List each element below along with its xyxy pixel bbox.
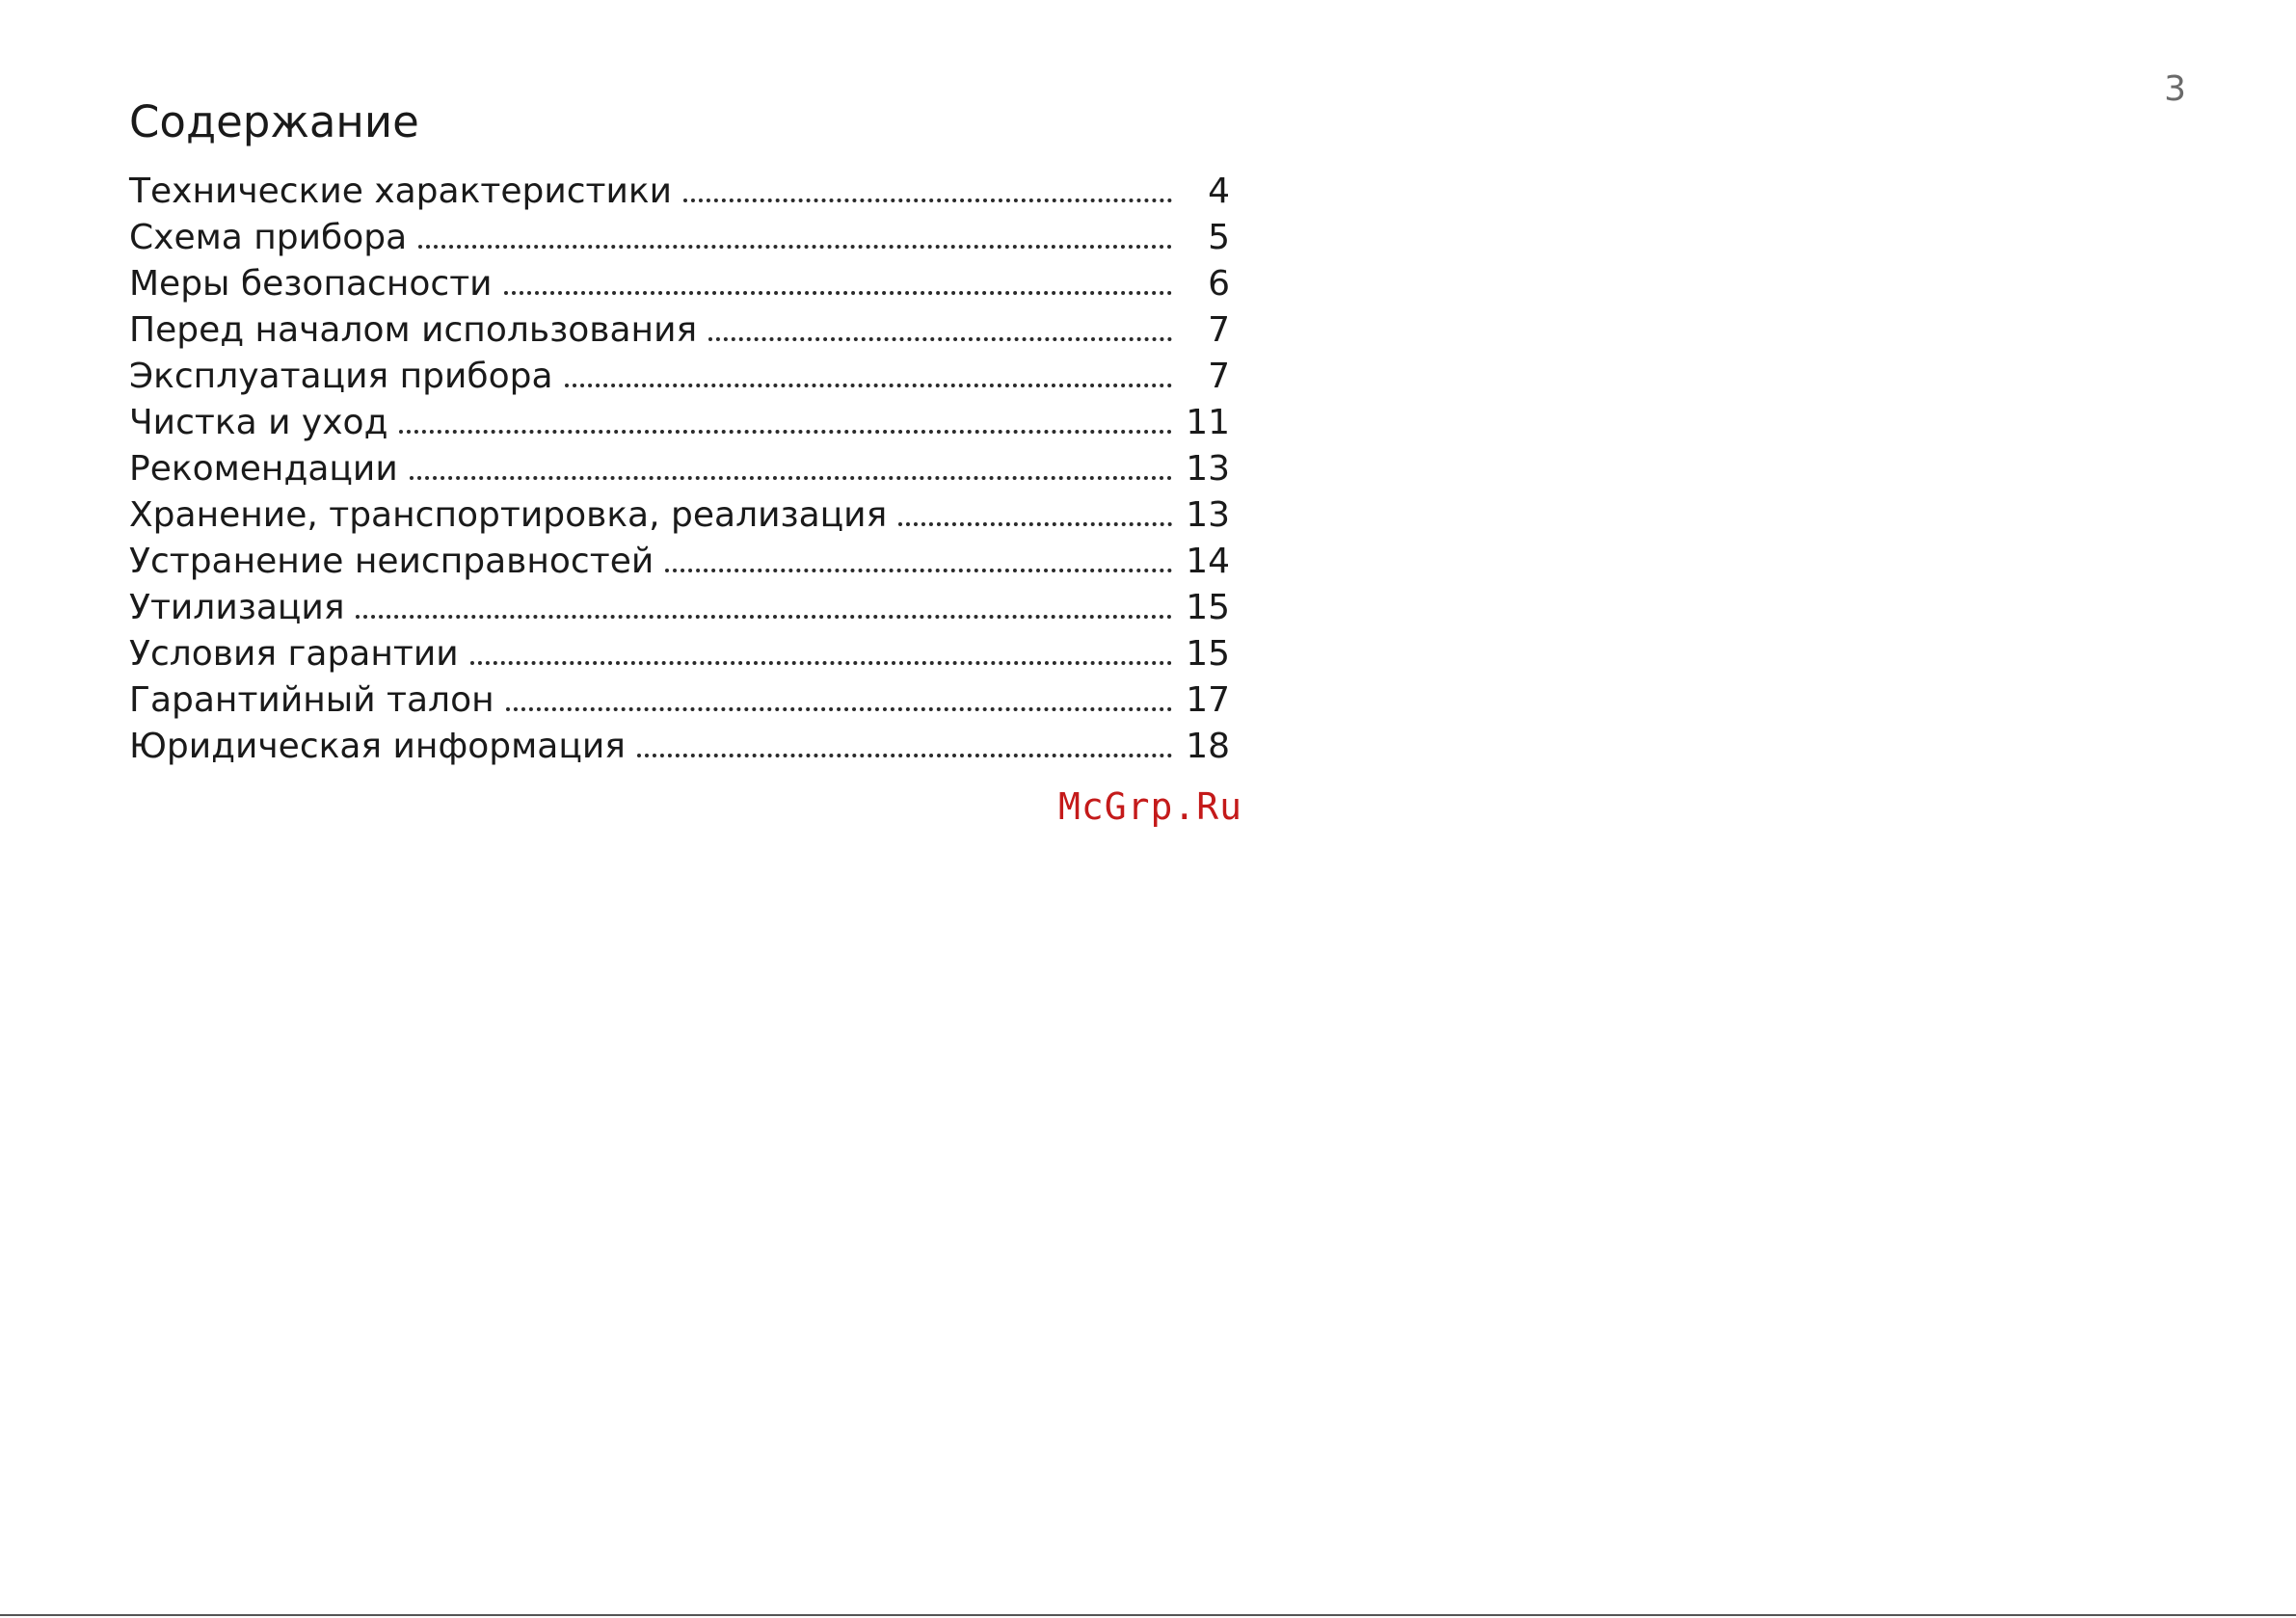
toc-dot-leader: [399, 430, 1172, 434]
toc-entry[interactable]: [129, 215, 1230, 261]
toc-entry-label: Эксплуатация прибора: [129, 357, 553, 396]
toc-entry-label: Хранение, транспортировка, реализация: [129, 495, 888, 535]
toc-entry-page: 13: [1186, 449, 1230, 489]
toc-entry-label: Устранение неисправностей: [129, 542, 654, 581]
toc-entry[interactable]: [129, 169, 1230, 215]
toc-entry[interactable]: [129, 492, 1230, 539]
toc-entry-page: 4: [1208, 172, 1230, 211]
toc-dot-leader: [565, 384, 1172, 387]
toc-entry[interactable]: [129, 446, 1230, 492]
toc-dot-leader: [356, 615, 1172, 619]
toc-entry[interactable]: [129, 585, 1230, 631]
toc-entry[interactable]: [129, 677, 1230, 724]
toc-entry[interactable]: [129, 539, 1230, 585]
toc-dot-leader: [665, 569, 1172, 572]
toc-entry-page: 6: [1208, 264, 1230, 304]
toc-entry-page: 18: [1186, 727, 1230, 766]
toc-entry-page: 14: [1186, 542, 1230, 581]
toc-entry[interactable]: [129, 724, 1230, 770]
toc-entry[interactable]: [129, 400, 1230, 446]
toc-entry-page: 15: [1186, 634, 1230, 674]
toc-entry-page: 5: [1208, 218, 1230, 257]
toc-entry-page: 13: [1186, 495, 1230, 535]
toc-entry[interactable]: [129, 631, 1230, 677]
toc-entry-label: Утилизация: [129, 588, 345, 627]
toc-dot-leader: [898, 522, 1172, 526]
toc-dot-leader: [418, 245, 1172, 249]
toc-entry-page: 17: [1186, 680, 1230, 720]
toc-dot-leader: [506, 707, 1172, 711]
toc-entry[interactable]: [129, 261, 1230, 307]
toc-entry-page: 15: [1186, 588, 1230, 627]
toc-dot-leader: [410, 476, 1172, 480]
toc-entry-page: 11: [1186, 403, 1230, 442]
watermark-text: McGrp.Ru: [1058, 785, 1243, 828]
toc-dot-leader: [708, 337, 1172, 341]
toc-entry-label: Меры безопасности: [129, 264, 493, 304]
toc-entry-page: 7: [1208, 357, 1230, 396]
toc-dot-leader: [504, 291, 1172, 295]
toc-dot-leader: [683, 199, 1172, 202]
toc-entry[interactable]: [129, 307, 1230, 354]
bottom-divider: [0, 1614, 2296, 1616]
toc-title: Содержание: [129, 96, 419, 147]
toc-entry-label: Технические характеристики: [129, 172, 673, 211]
toc-entry-label: Юридическая информация: [129, 727, 626, 766]
page-number: 3: [2164, 69, 2186, 109]
toc-entry-label: Перед началом использования: [129, 310, 698, 350]
toc-entry-label: Условия гарантии: [129, 634, 459, 674]
toc-entry-page: 7: [1208, 310, 1230, 350]
toc-entry-label: Чистка и уход: [129, 403, 388, 442]
toc-dot-leader: [470, 661, 1172, 665]
toc-dot-leader: [637, 754, 1172, 757]
toc-entry-label: Схема прибора: [129, 218, 408, 257]
toc-entry-label: Рекомендации: [129, 449, 398, 489]
toc-entry[interactable]: [129, 354, 1230, 400]
toc-entry-label: Гарантийный талон: [129, 680, 494, 720]
table-of-contents: [129, 169, 1230, 770]
